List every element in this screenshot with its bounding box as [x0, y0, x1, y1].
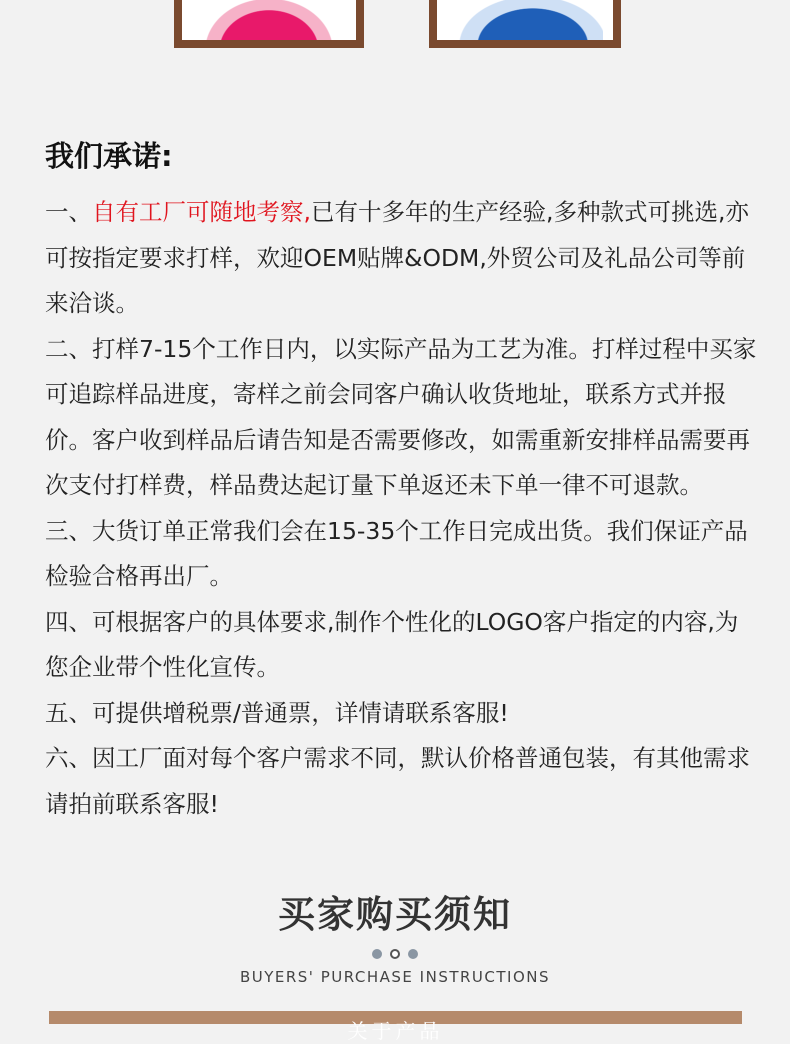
item-1-prefix: 一、	[45, 198, 92, 226]
section-bar-label: 关于产品	[347, 1019, 444, 1043]
commitment-item-5: 五、可提供增税票/普通票，详情请联系客服!	[45, 698, 509, 727]
commitment-item-6: 六、因工厂面对每个客户需求不同，默认价格普通包装，有其他需求请拍前联系客服!	[45, 744, 750, 818]
item-1-highlight: 自有工厂可随地考察,	[92, 198, 311, 226]
commitment-item-1	[45, 190, 757, 327]
product-image	[447, 0, 603, 40]
commitment-item-2: 二、打样7-15个工作日内，以实际产品为工艺为准。打样过程中买家可追踪样品进度，寄样之前会同客户确认收货地址，联系方式并报价。客户收到样品后请告知是否需要修改，如需重新安排样品需要再次支付打样费，样品费达起订量下单返还未下单一律不可退款。	[45, 334, 757, 499]
section-bar	[49, 1011, 742, 1043]
product-image	[192, 0, 346, 40]
dot-icon	[390, 949, 400, 959]
dot-icon	[408, 949, 418, 959]
decorative-dots	[0, 949, 790, 959]
right-product-photo	[429, 0, 621, 48]
section-subtitle: BUYERS' PURCHASE INSTRUCTIONS	[239, 968, 551, 986]
dot-icon	[372, 949, 382, 959]
section-title: 买家购买须知	[278, 893, 512, 936]
commitment-heading: 我们承诺:	[45, 139, 173, 173]
commitment-item-3: 三、大货订单正常我们会在15-35个工作日完成出货。我们保证产品检验合格再出厂。	[45, 516, 748, 590]
commitment-list	[45, 190, 757, 827]
left-product-photo	[174, 0, 364, 48]
commitment-item-4: 四、可根据客户的具体要求,制作个性化的LOGO客户指定的内容,为您企业带个性化宣传。	[45, 607, 739, 681]
item-1-text: 已有十多年的生产经验,多种款式可挑选,亦可按指定要求打样，欢迎OEM贴牌&ODM,外贸公司及礼品公司等前来洽谈。	[45, 198, 749, 317]
